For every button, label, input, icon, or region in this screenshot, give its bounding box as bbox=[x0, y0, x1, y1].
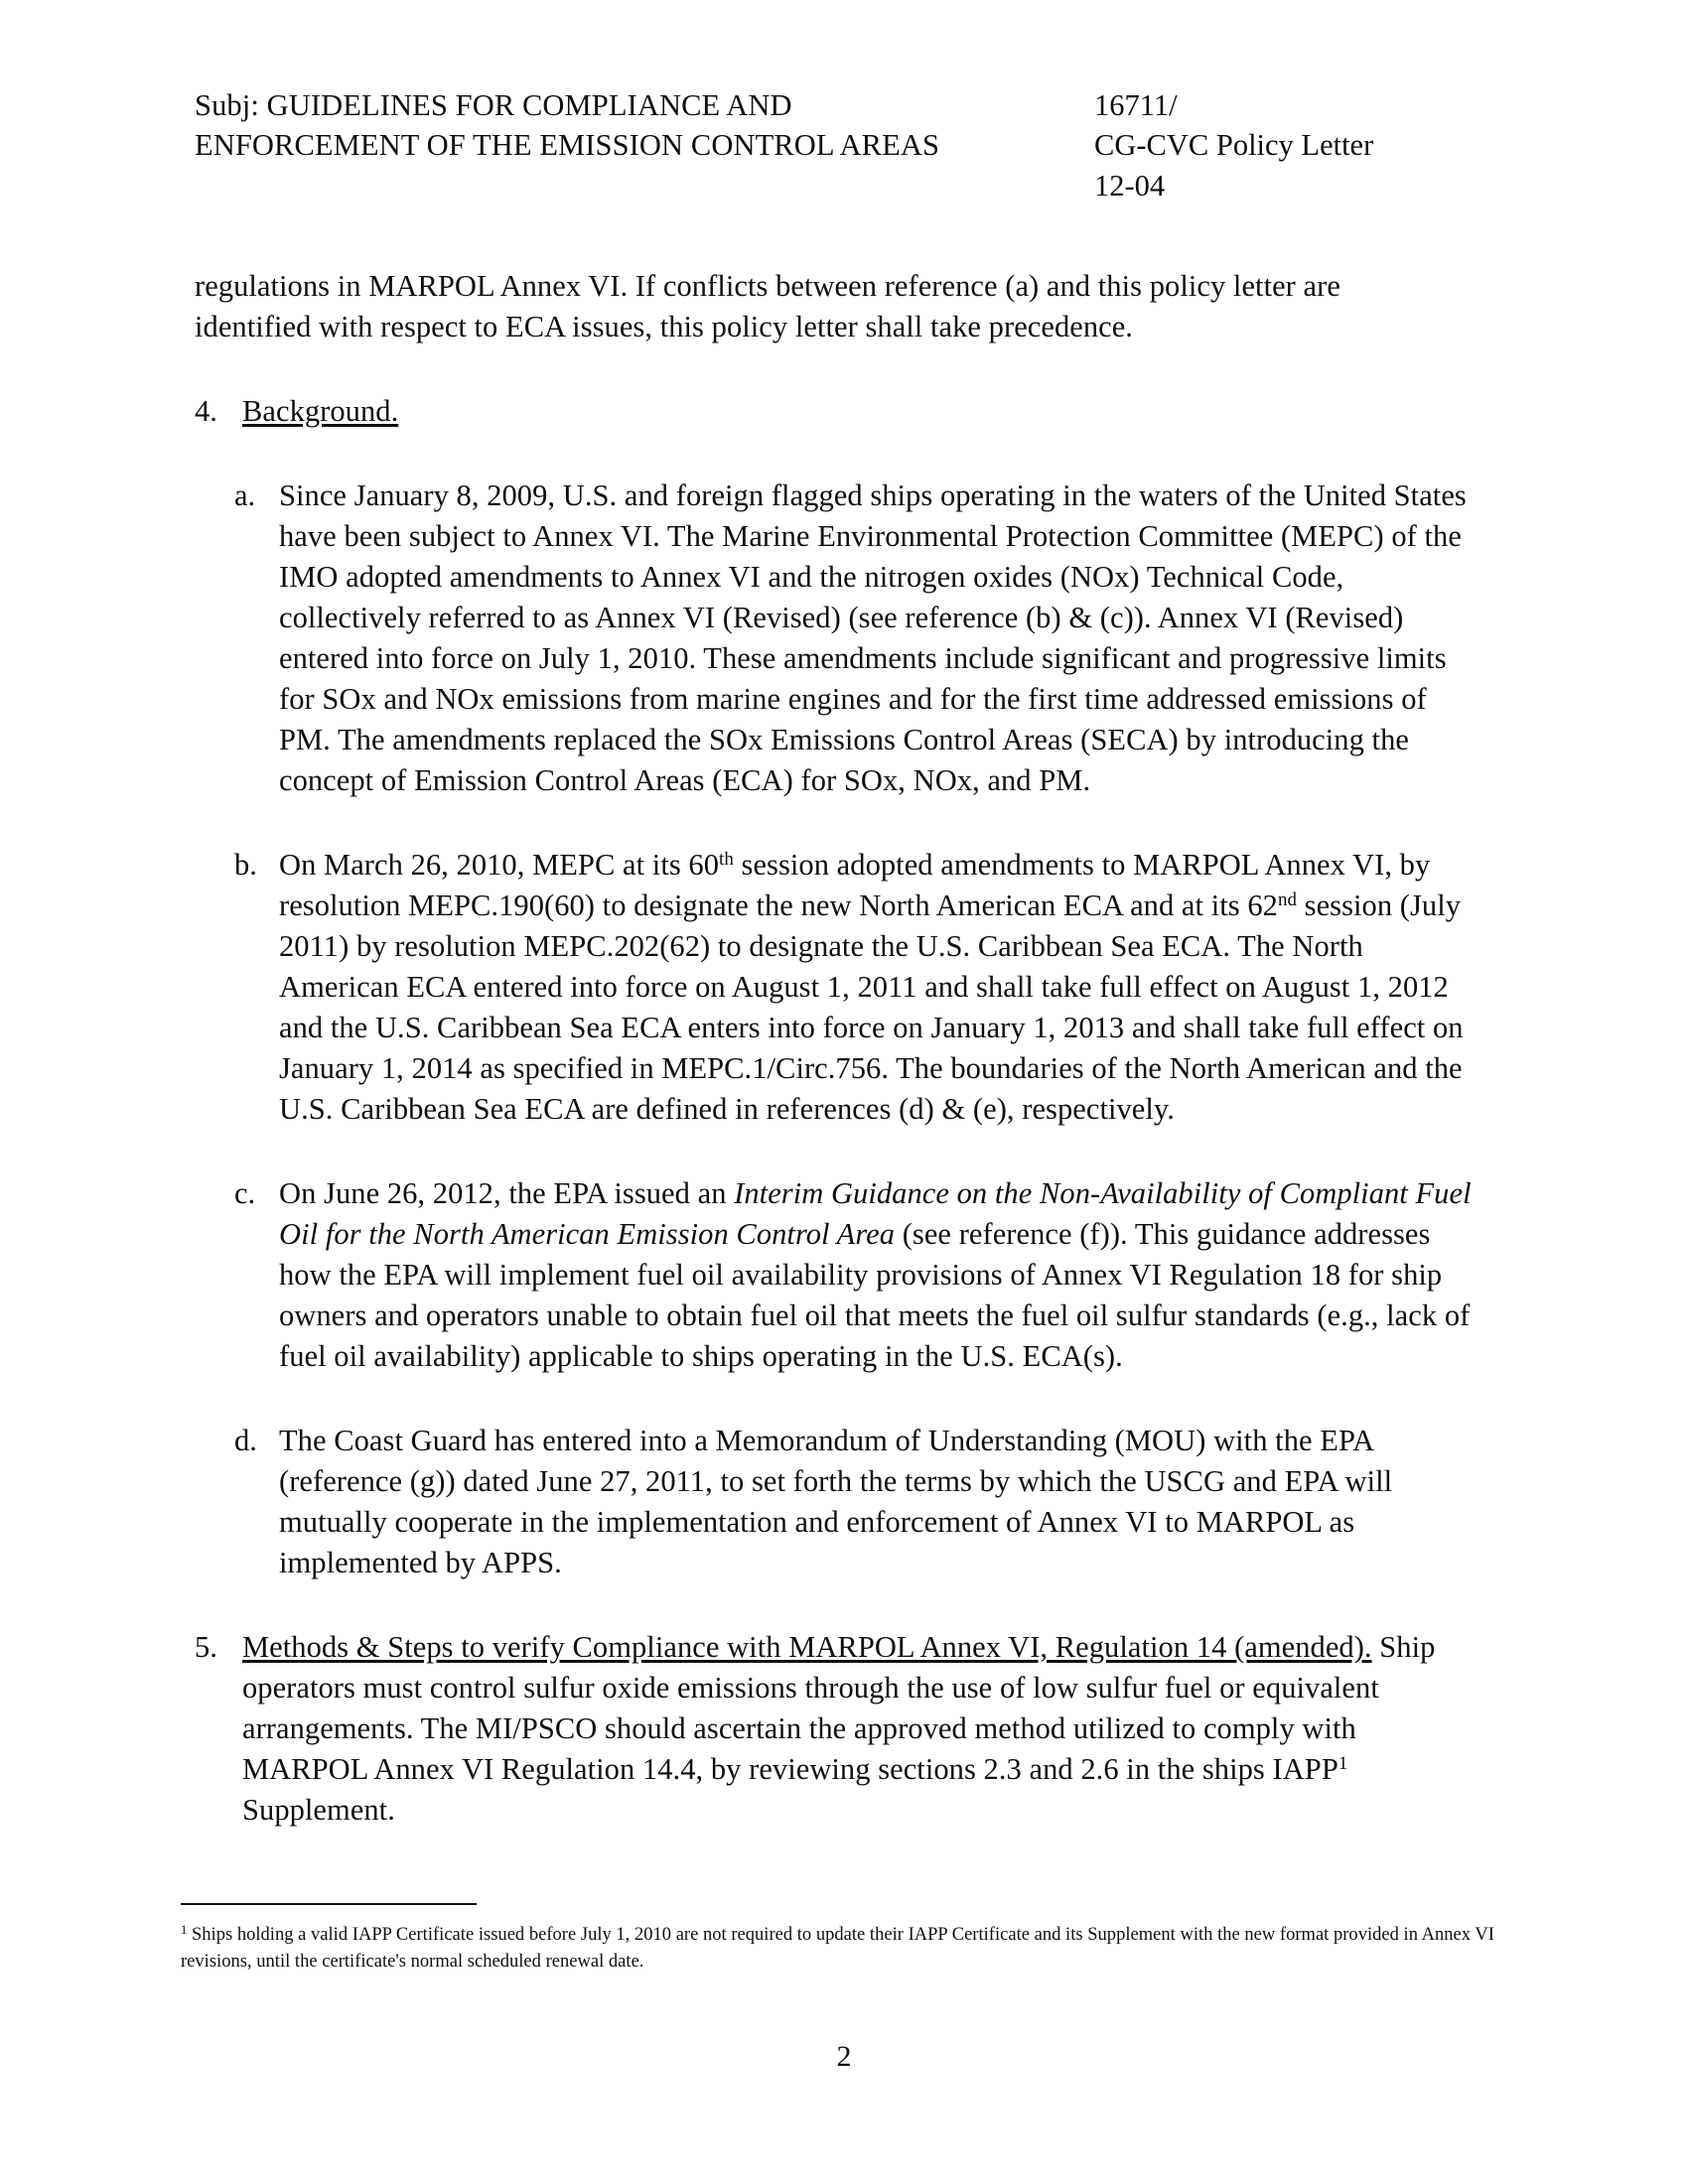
section-4a-text: Since January 8, 2009, U.S. and foreign flagged ships operating in the waters of the United States have been subject to Annex VI. The Marine Environmental Protection Committee (MEPC) of the IMO adopted amendments to Annex VI and the nitrogen oxides (NOx) Technical Code, collectively referred to as Annex VI (Revised) (see reference (b) & (c)). Annex VI (Revised) entered into force on July 1, 2010. These amendments include significant and progressive limits for SOx and NOx emissions from marine engines and for the first time addressed emissions of PM. The amendments replaced the SOx Emissions Control Areas (SECA) by introducing the concept of Emission Control Areas (ECA) for SOx, NOx, and PM. bbox=[279, 478, 1467, 798]
footnote-text: Ships holding a valid IAPP Certificate issued before July 1, 2010 are not required to update their IAPP Certificate and its Supplement with the new format provided in Annex VI revisions, until the certificate's normal scheduled renewal date. bbox=[181, 1925, 1494, 1973]
section-5-footnote-reference: 1 bbox=[1337, 1753, 1348, 1775]
section-4c-text bbox=[279, 1173, 1485, 1377]
section-4c-marker: c. bbox=[234, 1176, 256, 1211]
section-4-content bbox=[242, 391, 1485, 432]
footnote-separator-rule bbox=[181, 1903, 477, 1905]
section-item-4 bbox=[195, 391, 1485, 432]
lead-paragraph: regulations in MARPOL Annex VI. If conflicts between reference (a) and this policy letter are identified with respect to ECA issues, this policy letter shall take precedence. bbox=[195, 269, 1340, 344]
section-4-marker: 4. bbox=[195, 394, 217, 429]
footnote-1 bbox=[181, 1922, 1501, 1976]
section-4b-text bbox=[279, 845, 1485, 1130]
footnote-area bbox=[181, 1903, 1501, 1976]
section-4c-content bbox=[279, 1173, 1485, 1377]
section-4d-content bbox=[279, 1421, 1485, 1583]
section-5-text-part1: Ship operators must control sulfur oxide emissions through the use of low sulfur fuel or equivalent arrangements. The MI/PSCO should ascertain the approved method utilized to comply with MARPOL Annex VI Regulation 14.4, by reviewing sections 2.3 and 2.6 in the ships IAPP bbox=[242, 1630, 1436, 1787]
page-header bbox=[195, 85, 1559, 205]
section-4b-content bbox=[279, 845, 1485, 1130]
header-subject-line-1: Subj: GUIDELINES FOR COMPLIANCE AND bbox=[195, 88, 792, 122]
section-item-4c bbox=[234, 1173, 1485, 1377]
section-5-marker: 5. bbox=[195, 1630, 217, 1665]
section-item-4a bbox=[234, 476, 1485, 801]
section-4c-text-part1: On June 26, 2012, the EPA issued an bbox=[279, 1176, 735, 1211]
section-5-text-part2: Supplement. bbox=[242, 1793, 395, 1828]
section-4b-text-part2: session adopted amendments to MARPOL Annex VI, by resolution MEPC.190(60) to designate the new North American ECA and at its 62 bbox=[279, 848, 1431, 923]
section-4-heading-text: Background. bbox=[242, 394, 399, 429]
page-body bbox=[195, 266, 1485, 1832]
footnote-marker: 1 bbox=[181, 1922, 188, 1937]
page-number: 2 bbox=[836, 2040, 852, 2073]
header-policy-letter-number: 12-04 bbox=[1094, 168, 1166, 203]
section-4c-guidance-title: Interim Guidance on the Non-Availability of Compliant Fuel Oil for the North American Emission Control Area bbox=[279, 1176, 1472, 1252]
section-5-text bbox=[242, 1627, 1485, 1831]
header-file-number: 16711/ bbox=[1094, 88, 1178, 122]
section-4b-text-part3: session (July 2011) by resolution MEPC.202(62) to designate the U.S. Caribbean Sea ECA. The North American ECA entered into force on August 1, 2011 and shall take full effect on August 1, 2012 and the U.S. Caribbean Sea ECA enters into force on January 1, 2013 and shall take full effect on January 1, 2014 as specified in MEPC.1/Circ.756. The boundaries of the North American and the U.S. Caribbean Sea ECA are defined in references (d) & (e), respectively. bbox=[279, 888, 1464, 1127]
section-4d-text: The Coast Guard has entered into a Memorandum of Understanding (MOU) with the EPA (reference (g)) dated June 27, 2011, to set forth the terms by which the USCG and EPA will mutually cooperate in the implementation and enforcement of Annex VI to MARPOL as implemented by APPS. bbox=[279, 1424, 1393, 1580]
section-item-4b bbox=[234, 845, 1485, 1130]
header-policy-letter-label: CG-CVC Policy Letter bbox=[1094, 128, 1374, 163]
header-identifier-block bbox=[1094, 85, 1373, 205]
section-4a-content bbox=[279, 476, 1485, 801]
header-subject-line-2: ENFORCEMENT OF THE EMISSION CONTROL AREAS bbox=[195, 128, 940, 163]
section-4-heading bbox=[242, 391, 1485, 432]
section-4b-superscript-th: th bbox=[719, 849, 734, 871]
section-5-heading-text: Methods & Steps to verify Compliance with MARPOL Annex VI, Regulation 14 (amended). bbox=[242, 1630, 1372, 1665]
section-4a-marker: a. bbox=[234, 478, 256, 513]
section-4c-text-part2: (see reference (f)). This guidance addresses how the EPA will implement fuel oil availability provisions of Annex VI Regulation 18 for ship owners and operators unable to obtain fuel oil that meets the fuel oil sulfur standards (e.g., lack of fuel oil availability) applicable to ships operating in the U.S. ECA(s). bbox=[279, 1217, 1471, 1374]
section-5-content bbox=[242, 1627, 1485, 1831]
section-4b-marker: b. bbox=[234, 848, 257, 883]
section-4d-marker: d. bbox=[234, 1424, 257, 1458]
section-item-5 bbox=[195, 1627, 1485, 1831]
section-item-4d bbox=[234, 1421, 1485, 1583]
section-4b-superscript-nd: nd bbox=[1277, 889, 1297, 911]
header-subject-block bbox=[195, 85, 1088, 166]
section-4b-text-part1: On March 26, 2010, MEPC at its 60 bbox=[279, 848, 720, 883]
